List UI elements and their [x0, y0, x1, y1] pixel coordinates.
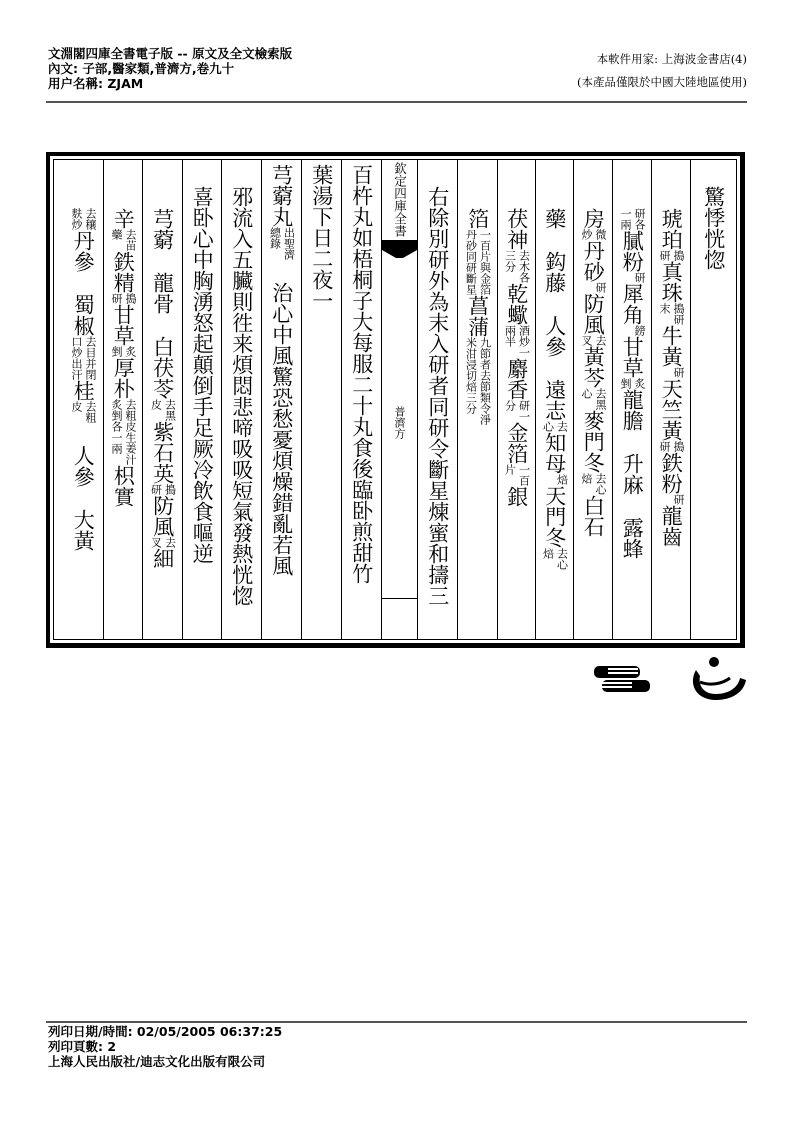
annotation [541, 421, 569, 432]
annotation-line: 丹砂同研斷星 [464, 229, 478, 295]
main-text: 天門冬 [542, 485, 567, 548]
publisher: 上海人民出版社/迪志文化出版有限公司 [48, 1054, 266, 1069]
annotation-line: 米泔浸切焙三分 [464, 337, 478, 414]
annotation [268, 227, 296, 260]
main-text: 辛 [111, 208, 136, 229]
annotation-line: 一兩 [619, 208, 632, 230]
main-text: 箔 [465, 208, 490, 229]
text-column [497, 160, 535, 639]
annotation-line: 炒 [580, 229, 593, 240]
main-text: 鈎藤 [542, 251, 567, 293]
main-text: 知母 [542, 432, 567, 474]
print-pages: 列印頁數: 2 [48, 1039, 117, 1054]
publisher-logos [594, 656, 754, 704]
annotation [69, 336, 97, 380]
annotation [109, 293, 137, 304]
text-column [261, 160, 301, 639]
annotation-line: 去粗 [84, 401, 97, 423]
annotation [503, 464, 531, 486]
fishtail-mark [382, 240, 417, 258]
main-text: 鉄精 [111, 251, 136, 293]
main-text: 芎藭 [150, 208, 175, 250]
app-title: 文淵閣四庫全書電子版 -- 原文及全文檢索版 [48, 46, 293, 61]
annotation [657, 494, 685, 505]
annotation [579, 388, 607, 410]
annotation-line: 去粗皮生姜汁 [124, 399, 137, 465]
footer [48, 1024, 282, 1069]
annotation-line: 末 [658, 303, 671, 314]
annotation [657, 303, 685, 325]
annotation [541, 474, 569, 485]
annotation-line: 炙 [633, 378, 646, 389]
main-text: 龍骨 [150, 272, 175, 314]
annotation-line: 分 [503, 400, 517, 411]
main-text: 白茯苓 [150, 336, 175, 399]
usage-restriction: (本產品僅限於中國大陸地區使用) [577, 75, 747, 89]
text-column [417, 160, 457, 639]
banner-rule [382, 598, 417, 599]
annotation [541, 548, 569, 570]
annotation [618, 208, 646, 230]
annotation [579, 282, 607, 293]
annotation [618, 378, 646, 389]
annotation-line: 研 [110, 293, 123, 304]
annotation [503, 400, 531, 422]
annotation-line: 去目并閉 [84, 336, 97, 380]
header-left [48, 46, 292, 91]
main-text: 右除別研外為末入研者同研令斷星煉蜜和擣三 [425, 186, 450, 606]
main-text: 大黃 [71, 509, 96, 551]
annotation-line: 研 [658, 441, 671, 452]
header-right [577, 48, 747, 94]
annotation [109, 229, 137, 251]
annotation-line: 焙 [555, 474, 569, 485]
annotation [109, 399, 137, 465]
annotation [149, 484, 177, 495]
text-column [182, 160, 221, 639]
annotation-line: 研 [149, 484, 163, 495]
annotation-line: 焙 [541, 548, 555, 559]
licensee: 本軟件用家: 上海波金書店(4) [596, 52, 747, 66]
print-datetime: 列印日期/時間: 02/05/2005 06:37:25 [48, 1024, 283, 1039]
annotation-line: 搗 [672, 441, 685, 452]
annotation-line: 研 [633, 272, 646, 283]
annotation-line: 去黑 [163, 399, 177, 421]
annotation-line: 搗 [672, 250, 685, 261]
annotation-line: 去苗 [124, 229, 137, 251]
annotation-line: 麩炒 [70, 208, 83, 230]
main-text: 露蜂 [620, 517, 645, 559]
annotation [657, 441, 685, 452]
annotation [579, 335, 607, 346]
user-name: 用户名稱: ZJAM [48, 76, 144, 91]
annotation-line: 叉 [580, 335, 593, 346]
main-text: 犀角 [620, 283, 645, 325]
main-text: 喜卧心中胸湧怒起顛倒手足厥冷飲食嘔逆 [190, 186, 215, 564]
main-text: 龍膽 [620, 389, 645, 431]
annotation-line [579, 282, 593, 293]
main-text: 芎藭丸 [269, 164, 294, 227]
main-text: 治心中風驚恐愁憂煩燥錯亂若風 [269, 282, 294, 576]
main-text: 茯神 [504, 208, 529, 250]
main-text: 人參 [542, 315, 567, 357]
annotation-line: 去木各 [517, 250, 531, 283]
annotation [464, 229, 492, 295]
main-text: 蜀椒 [71, 294, 96, 336]
text-column [103, 160, 142, 639]
annotation-line: 去心 [555, 548, 569, 570]
annotation-line: 心 [580, 388, 593, 399]
main-text: 膩粉 [620, 230, 645, 272]
text-columns [53, 159, 737, 640]
annotation [464, 337, 492, 425]
annotation-line: 研 [594, 282, 607, 293]
main-text: 邪流入五臟則徃来煩悶悲啼吸吸短氣發熱恍惚 [229, 186, 254, 606]
main-text: 丹砂 [581, 240, 606, 282]
annotation-line: 一百片與金箔 [478, 229, 492, 295]
annotation-line [657, 494, 671, 505]
annotation [618, 325, 646, 336]
main-text: 藥 [542, 208, 567, 229]
main-text: 房 [581, 208, 606, 229]
text-column [573, 160, 612, 639]
text-column [63, 160, 103, 639]
annotation-line: 皮 [149, 399, 163, 410]
annotation-line: 剉 [110, 346, 123, 357]
annotation-line: 去心 [594, 473, 607, 495]
main-text: 龍齒 [659, 505, 684, 547]
main-text: 紫石英 [150, 421, 175, 484]
content-path: 內文: 子部,醫家類,普濟方,卷九十 [48, 61, 235, 76]
swirl-logo-icon [686, 656, 748, 704]
main-text: 葉湯下日二夜一 [309, 164, 334, 311]
main-text: 金箔 [504, 422, 529, 464]
banner-book-name: 普濟方 [393, 406, 406, 439]
main-text: 銀 [504, 486, 529, 507]
main-text: 菖蒲 [465, 295, 490, 337]
annotation-line: 研 [672, 367, 685, 378]
annotation [149, 399, 177, 421]
annotation-line [657, 367, 671, 378]
annotation-line: 去穰 [84, 208, 97, 230]
main-text: 厚朴 [111, 357, 136, 399]
annotation-line: 總錄 [268, 227, 282, 249]
annotation-line: 口炒出汗 [70, 336, 83, 380]
footer-divider [46, 1021, 747, 1023]
annotation-line: 剉 [619, 378, 632, 389]
books-logo-icon [594, 664, 654, 694]
annotation-line: 微 [594, 229, 607, 240]
annotation-line: 研 [658, 250, 671, 261]
annotation-line: 皮 [70, 401, 83, 412]
annotation [618, 272, 646, 283]
annotation-line: 炙剉各一兩 [110, 399, 123, 454]
annotation-line: 心 [541, 421, 555, 432]
main-text: 丹參 [71, 230, 96, 272]
annotation-line: 研 [672, 494, 685, 505]
annotation-line: 去 [555, 421, 569, 432]
annotation-line: 去黑 [594, 388, 607, 410]
main-text: 白石 [581, 495, 606, 537]
page-frame [46, 152, 745, 648]
text-column [690, 160, 736, 639]
main-text: 人參 [71, 445, 96, 487]
annotation-line: 酒炒一 [517, 325, 531, 358]
main-text: 桂 [71, 380, 96, 401]
banner [382, 160, 417, 439]
header-divider [46, 101, 747, 103]
annotation-line: 研各 [633, 208, 646, 230]
annotation [149, 537, 177, 548]
annotation [657, 250, 685, 261]
annotation-line: 片 [503, 464, 517, 475]
annotation-line: 兩半 [503, 325, 517, 347]
main-text: 真珠 [659, 261, 684, 303]
annotation-line: 搗研 [672, 303, 685, 325]
annotation-line: 鎊 [633, 325, 646, 336]
annotation-line [618, 325, 632, 336]
annotation-line: 三分 [503, 250, 517, 272]
annotation [579, 473, 607, 495]
main-text: 麥門冬 [581, 410, 606, 473]
text-column [341, 160, 381, 639]
main-text: 枳實 [111, 465, 136, 507]
main-text: 鉄粉 [659, 452, 684, 494]
annotation [69, 401, 97, 423]
annotation [657, 367, 685, 378]
text-column [651, 160, 690, 639]
annotation-line: 九節者去節類令淨 [478, 337, 492, 425]
main-text: 天竺黃 [659, 378, 684, 441]
annotation-line: 研一 [517, 400, 531, 422]
text-column [142, 160, 182, 639]
annotation [503, 325, 531, 358]
text-column [457, 160, 497, 639]
annotation-line: 炙 [124, 346, 137, 357]
main-text: 麝香 [504, 358, 529, 400]
fold-banner [381, 160, 417, 639]
text-column [535, 160, 573, 639]
annotation-line: 搗 [124, 293, 137, 304]
annotation [69, 208, 97, 230]
annotation-line: 去 [163, 537, 177, 548]
annotation-line: 搗 [163, 484, 177, 495]
banner-title: 欽定四庫全書 [392, 162, 408, 237]
text-column [301, 160, 341, 639]
annotation-line: 去 [594, 335, 607, 346]
main-text: 升麻 [620, 453, 645, 495]
annotation-line: 藥 [110, 229, 123, 240]
main-text: 乾蠍 [504, 283, 529, 325]
main-text: 防風 [581, 293, 606, 335]
main-text: 琥珀 [659, 208, 684, 250]
text-column [221, 160, 261, 639]
annotation-line: 一百 [517, 464, 531, 486]
annotation [579, 229, 607, 240]
annotation-line: 叉 [149, 537, 163, 548]
text-column [612, 160, 651, 639]
main-text: 驚悸恍惚 [701, 186, 726, 270]
annotation [503, 250, 531, 283]
main-text: 細 [150, 548, 175, 569]
annotation-line [541, 474, 555, 485]
main-text: 防風 [150, 495, 175, 537]
annotation [109, 346, 137, 357]
annotation-line: 出聖濟 [282, 227, 296, 260]
main-text: 黃芩 [581, 346, 606, 388]
main-text: 甘草 [111, 304, 136, 346]
main-text: 遠志 [542, 379, 567, 421]
main-text: 牛黃 [659, 325, 684, 367]
main-text: 甘草 [620, 336, 645, 378]
annotation-line: 焙 [580, 473, 593, 484]
main-text: 百杵丸如梧桐子大每服二十丸食後臨卧煎甜竹 [349, 164, 374, 584]
annotation-line [618, 272, 632, 283]
